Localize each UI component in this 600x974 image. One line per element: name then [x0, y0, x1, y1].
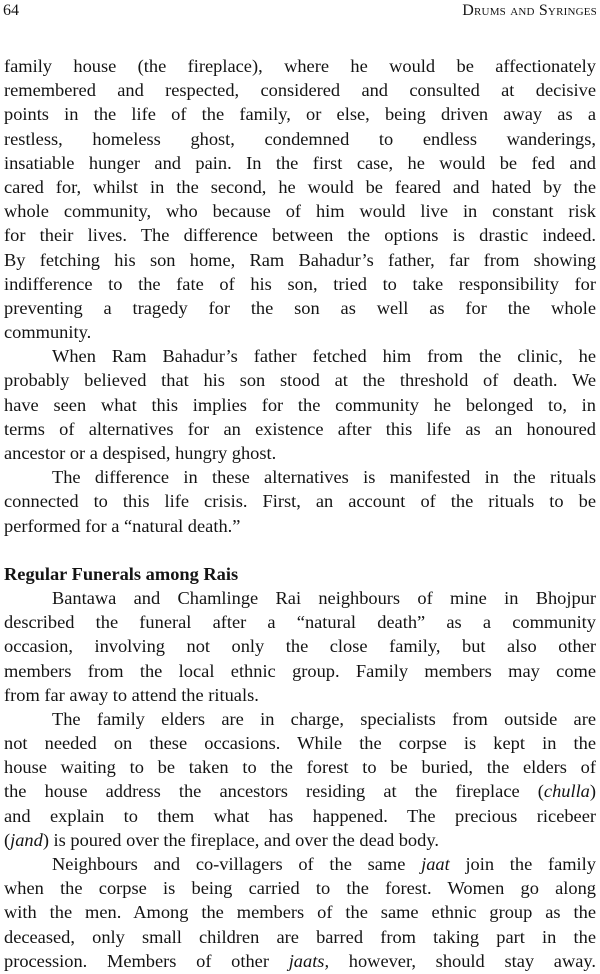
text-line: points in the life of the family, or else, being driven away as a [4, 104, 596, 125]
text-line: remembered and respected, considered and consulted at decisive [4, 80, 596, 101]
paragraph-3 [4, 465, 596, 538]
section-gap [4, 538, 596, 562]
text-run: the house address the ancestors residing at the fireplace ( [4, 781, 544, 802]
text-line: for their lives. The difference between the options is drastic indeed. [4, 225, 596, 246]
text-line [4, 779, 596, 803]
section-heading: Regular Funerals among Rais [4, 563, 239, 584]
text-line: preventing a tragedy for the son as well as for the whole [4, 297, 596, 318]
text-run: ( [4, 829, 11, 850]
text-line: probably believed that his son stood at the threshold of death. We [4, 370, 596, 391]
paragraph-4 [4, 586, 596, 707]
italic-term: jand [10, 829, 43, 850]
text-line: insatiable hunger and pain. In the first case, he would be fed and [4, 152, 596, 173]
text-run: however, should stay away. [329, 950, 596, 971]
text-line: performed for a “natural death.” [4, 515, 241, 536]
text-line: cared for, whilst in the second, he would be feared and hated by the [4, 176, 596, 197]
page-number: 64 [3, 2, 19, 19]
text-line: whole community, who because of him would live in constant risk [4, 201, 596, 222]
text-line: house waiting to be taken to the forest to be buried, the elders of [4, 757, 596, 778]
text-run: ) is poured over the fireplace, and over the dead body. [42, 829, 439, 850]
paragraph-6 [4, 852, 596, 973]
text-run: procession. Members of other [4, 950, 289, 971]
text-line: described the funeral after a “natural death” as a community [4, 612, 596, 633]
text-line: terms of alternatives for an existence after this life as an honoured [4, 418, 596, 439]
text-line: members from the local ethnic group. Family members may come [4, 660, 596, 681]
paragraph-2 [4, 344, 596, 465]
text-line: not needed on these occasions. While the corpse is kept in the [4, 733, 596, 754]
running-head [3, 0, 597, 24]
running-title: Drums and Syringes [462, 2, 597, 19]
text-line: The family elders are in charge, specialists from outside are [52, 708, 596, 729]
text-line: when the corpse is being carried to the forest. Women go along [4, 878, 596, 899]
text-line: have seen what this implies for the community he belonged to, in [4, 394, 596, 415]
text-line: By fetching his son home, Ram Bahadur’s father, far from showing [4, 249, 596, 270]
body-text [4, 54, 596, 973]
text-line: restless, homeless ghost, condemned to endless wanderings, [4, 128, 596, 149]
paragraph-1 [4, 54, 596, 344]
paragraph-5 [4, 707, 596, 852]
italic-term: jaat [421, 854, 450, 874]
text-line [4, 949, 596, 973]
text-line: community. [4, 322, 92, 343]
text-run: ) [589, 781, 596, 802]
text-line: The difference in these alternatives is manifested in the rituals [52, 467, 596, 488]
text-run: join the family [449, 854, 596, 874]
text-line: connected to this life crisis. First, an account of the rituals to be [4, 491, 596, 512]
text-line [4, 828, 596, 852]
text-line: When Ram Bahadur’s father fetched him from the clinic, he [52, 346, 596, 367]
text-line: Bantawa and Chamlinge Rai neighbours of mine in Bhojpur [52, 587, 596, 608]
text-run: Neighbours and co-villagers of the same [52, 854, 422, 874]
text-line [4, 852, 596, 876]
italic-term: jaats, [288, 950, 330, 971]
text-line: occasion, involving not only the close family, but also other [4, 636, 596, 657]
text-line: deceased, only small children are barred from taking part in the [4, 926, 596, 947]
text-line: indifference to the fate of his son, tried to take responsibility for [4, 273, 596, 294]
text-line: family house (the fireplace), where he would be affectionately [4, 56, 596, 76]
text-line: and explain to them what has happened. The precious ricebeer [4, 805, 596, 826]
text-line: ancestor or a despised, hungry ghost. [4, 443, 277, 463]
text-line: with the men. Among the members of the same ethnic group as the [4, 902, 596, 923]
text-line: from far away to attend the rituals. [4, 684, 259, 705]
italic-term: chulla [543, 781, 590, 802]
